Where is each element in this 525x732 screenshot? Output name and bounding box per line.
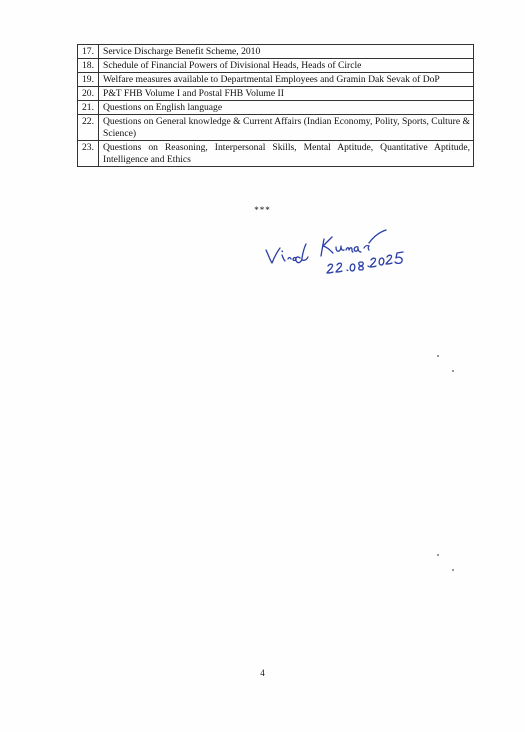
scan-speck — [437, 355, 439, 357]
row-topic: Schedule of Financial Powers of Divisional Heads, Heads of Circle — [99, 59, 474, 73]
table-row — [78, 115, 474, 141]
table-row — [78, 87, 474, 101]
row-number: 23. — [78, 141, 99, 167]
row-number: 21. — [78, 101, 99, 115]
row-topic: Questions on Reasoning, Interpersonal Skills, Mental Aptitude, Quantitative Aptitude, Intelligence and Ethics — [99, 141, 474, 167]
row-topic: Welfare measures available to Departmental Employees and Gramin Dak Sevak of DoP — [99, 73, 474, 87]
row-topic: Questions on General knowledge & Current Affairs (Indian Economy, Polity, Sports, Culture & Science) — [99, 115, 474, 141]
row-topic: P&T FHB Volume I and Postal FHB Volume II — [99, 87, 474, 101]
row-number: 19. — [78, 73, 99, 87]
row-number: 17. — [78, 45, 99, 59]
page-number: 4 — [260, 668, 265, 678]
handwritten-signature — [258, 222, 428, 282]
scan-speck — [452, 569, 454, 571]
scan-speck — [437, 554, 439, 556]
row-topic: Questions on English language — [99, 101, 474, 115]
table-row — [78, 101, 474, 115]
row-topic: Service Discharge Benefit Scheme, 2010 — [99, 45, 474, 59]
scan-speck — [452, 370, 454, 372]
table-row — [78, 73, 474, 87]
row-number: 22. — [78, 115, 99, 141]
row-number: 20. — [78, 87, 99, 101]
table-row — [78, 59, 474, 73]
section-separator: *** — [254, 205, 271, 215]
table-row — [78, 45, 474, 59]
row-number: 18. — [78, 59, 99, 73]
syllabus-topics-table — [77, 44, 474, 167]
table-row — [78, 141, 474, 167]
